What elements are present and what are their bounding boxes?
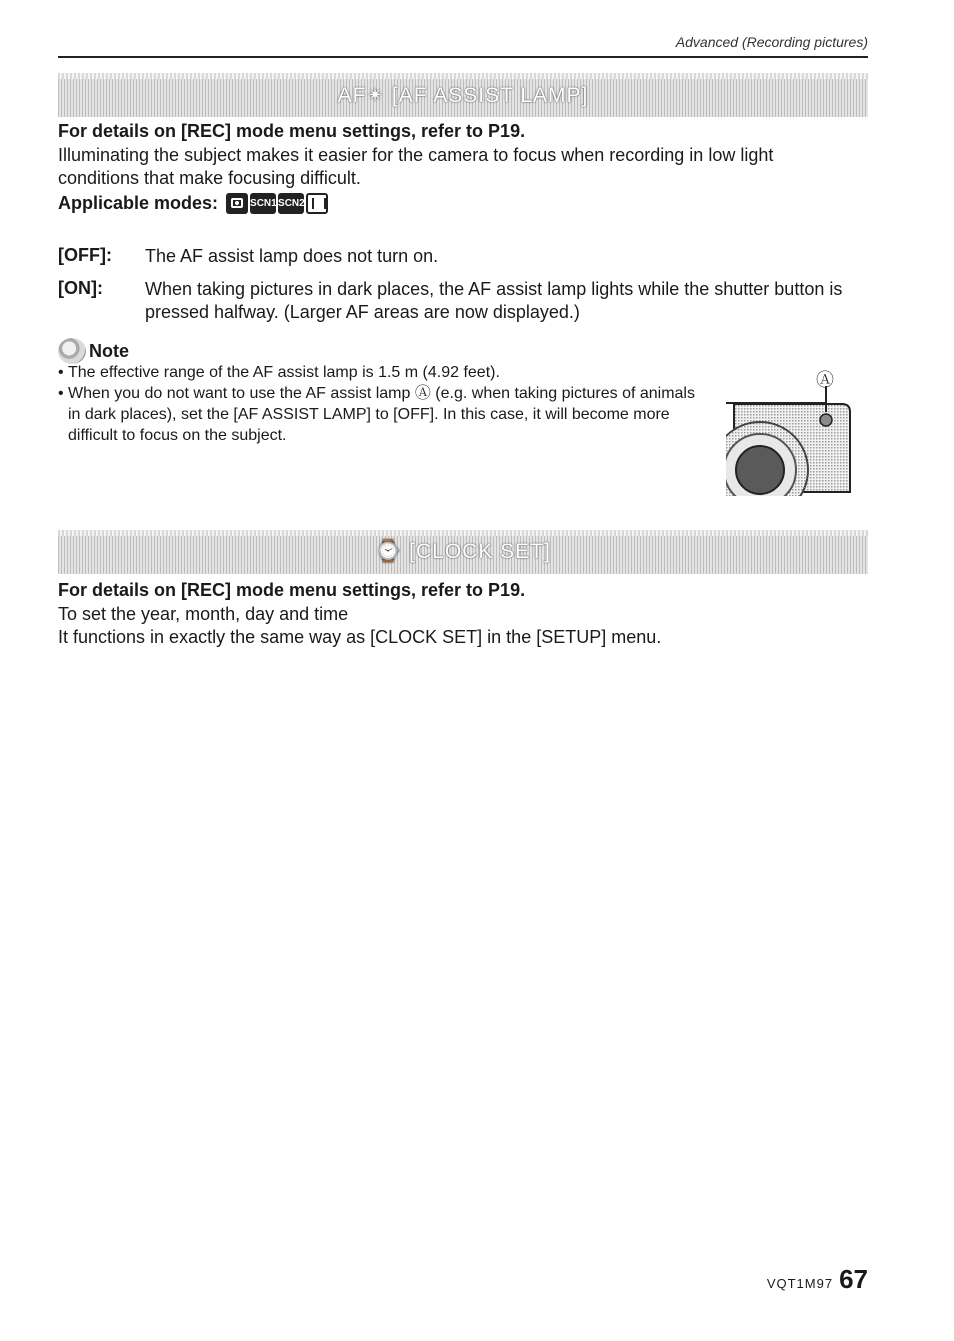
manual-code: VQT1M97: [766, 1276, 834, 1291]
callout-marker-a: Ⓐ: [816, 370, 834, 390]
af-assist-lamp-title: AF✴ [AF ASSIST LAMP]: [337, 83, 589, 107]
clock-set-title: ⌚ [CLOCK SET]: [375, 540, 551, 563]
af-assist-lamp-banner: [58, 73, 868, 117]
option-on-term: [ON]:: [58, 278, 103, 298]
clock-description-line-1: To set the year, month, day and time: [58, 604, 349, 624]
af-description-line-2: conditions that make focusing difficult.: [58, 168, 361, 188]
scene-2-icon: SCN2: [278, 193, 304, 214]
note-item: • When you do not want to use the AF assist lamp Ⓐ (e.g. when taking pictures of animals in dark places), set the [AF ASSIST LAMP] to [OFF]. In this case, it will become more difficult to focus on the subject.: [58, 383, 708, 446]
note-heading: [58, 338, 129, 364]
clock-description-line-2: It functions in exactly the same way as [CLOCK SET] in the [SETUP] menu.: [58, 627, 662, 647]
note-heading-label: Note: [89, 340, 129, 361]
note-icon: [58, 338, 86, 364]
lens-glass: [736, 446, 784, 494]
motion-picture-icon: [306, 193, 328, 214]
note-list: [58, 362, 708, 446]
applicable-modes-label: Applicable modes:: [58, 193, 219, 213]
af-reference-text: For details on [REC] mode menu settings, refer to P19.: [58, 121, 526, 141]
clock-set-banner: [58, 530, 868, 574]
option-on-description: When taking pictures in dark places, the AF assist lamp lights while the shutter button is pressed halfway. (Larger AF areas are now displayed.): [145, 279, 843, 322]
option-off-term: [OFF]:: [58, 245, 112, 265]
camera-icon: [226, 193, 248, 214]
section-header: Advanced (Recording pictures): [675, 34, 868, 50]
clock-reference-text: For details on [REC] mode menu settings, refer to P19.: [58, 580, 526, 600]
af-assist-lamp: [820, 414, 832, 426]
camera-front-illustration: [726, 366, 856, 496]
page-footer: [767, 1264, 868, 1295]
note-item: • The effective range of the AF assist lamp is 1.5 m (4.92 feet).: [58, 362, 708, 383]
applicable-modes: [58, 193, 328, 214]
af-description-line-1: Illuminating the subject makes it easier for the camera to focus when recording in low light: [58, 145, 774, 165]
page-number: 67: [839, 1264, 868, 1294]
option-off-description: The AF assist lamp does not turn on.: [145, 246, 439, 266]
header-divider: [58, 56, 868, 58]
scene-1-icon: SCN1: [250, 193, 276, 214]
